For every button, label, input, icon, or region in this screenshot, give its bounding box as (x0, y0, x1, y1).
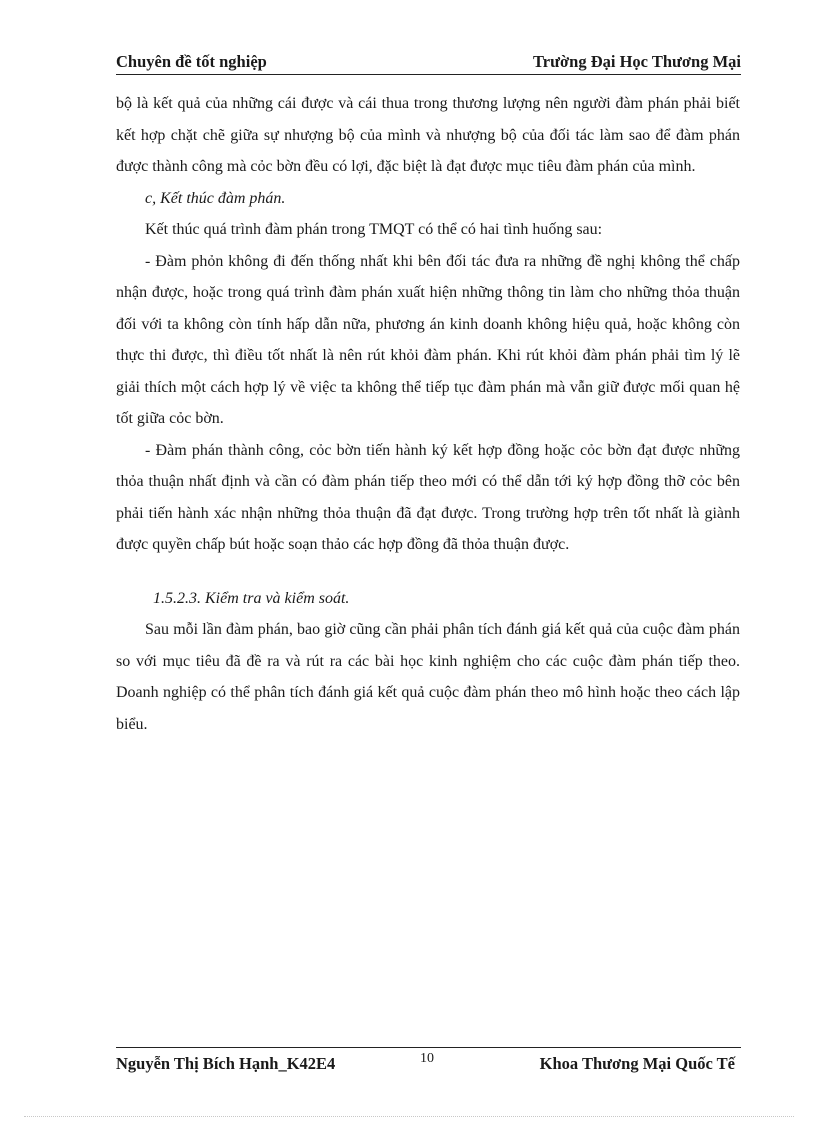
footer-faculty: Khoa Thương Mại Quốc Tế (539, 1054, 735, 1073)
section-heading-kiem-tra: 1.5.2.3. Kiểm tra và kiểm soát. (153, 589, 350, 607)
footer-divider (116, 1047, 741, 1048)
page-header (116, 50, 741, 75)
page-edge-dots (24, 1116, 794, 1117)
paragraph-success: - Đàm phán thành công, cỏc bờn tiến hành ký kết hợp đồng hoặc cỏc bờn đạt được những thỏa thuận nhất định và cần có đàm phán tiếp theo mới có thể dẫn tới ký hợp đồng thỡ cỏc bên phải tiến hành xác nhận những thỏa thuận đã đạt được. Trong trường hợp trên tốt nhất là giành được quyền chấp bút hoặc soạn thảo các hợp đồng đã thỏa thuận được. (116, 441, 740, 553)
header-left-title: Chuyên đề tốt nghiệp (116, 52, 267, 71)
paragraph-no-agreement: - Đàm phỏn không đi đến thống nhất khi bên đối tác đưa ra những đề nghị không thể chấp nhận được, hoặc trong quá trình đàm phán xuất hiện những thông tin làm cho những thỏa thuận đối với ta không còn tính hấp dẫn nữa, phương án kinh doanh không hiệu quả, hoặc không còn thực thi được, thì điều tốt nhất là nên rút khỏi đàm phán. Khi rút khỏi đàm phán phải tìm lý lẽ giải thích một cách hợp lý về việc ta không thể tiếp tục đàm phán mà vẫn giữ được mối quan hệ tốt giữa cỏc bờn. (116, 252, 740, 427)
header-right-title: Trường Đại Học Thương Mại (533, 52, 741, 71)
footer-author: Nguyễn Thị Bích Hạnh_K42E4 (116, 1054, 336, 1073)
paragraph-continuation: bộ là kết quả của những cái được và cái thua trong thương lượng nên người đàm phán phải biết kết hợp chặt chẽ giữa sự nhượng bộ của mình và nhượng bộ của đối tác làm sao để đàm phán được thành công mà cỏc bờn đều có lợi, đặc biệt là đạt được mục tiêu đàm phán của mình. (116, 95, 740, 175)
page-number: 10 (420, 1051, 434, 1066)
paragraph-intro: Kết thúc quá trình đàm phán trong TMQT có thể có hai tình huống sau: (145, 221, 603, 238)
document-body (116, 88, 740, 740)
subheading-ket-thuc: c, Kết thúc đàm phán. (145, 189, 286, 207)
paragraph-evaluation: Sau mỗi lần đàm phán, bao giờ cũng cần phải phân tích đánh giá kết quả của cuộc đàm phán so với mục tiêu đã đề ra và rút ra các bài học kinh nghiệm cho các cuộc đàm phán tiếp theo. Doanh nghiệp có thể phân tích đánh giá kết quả cuộc đàm phán theo mô hình hoặc theo cách lập biểu. (116, 621, 740, 733)
page-footer (116, 1052, 741, 1076)
